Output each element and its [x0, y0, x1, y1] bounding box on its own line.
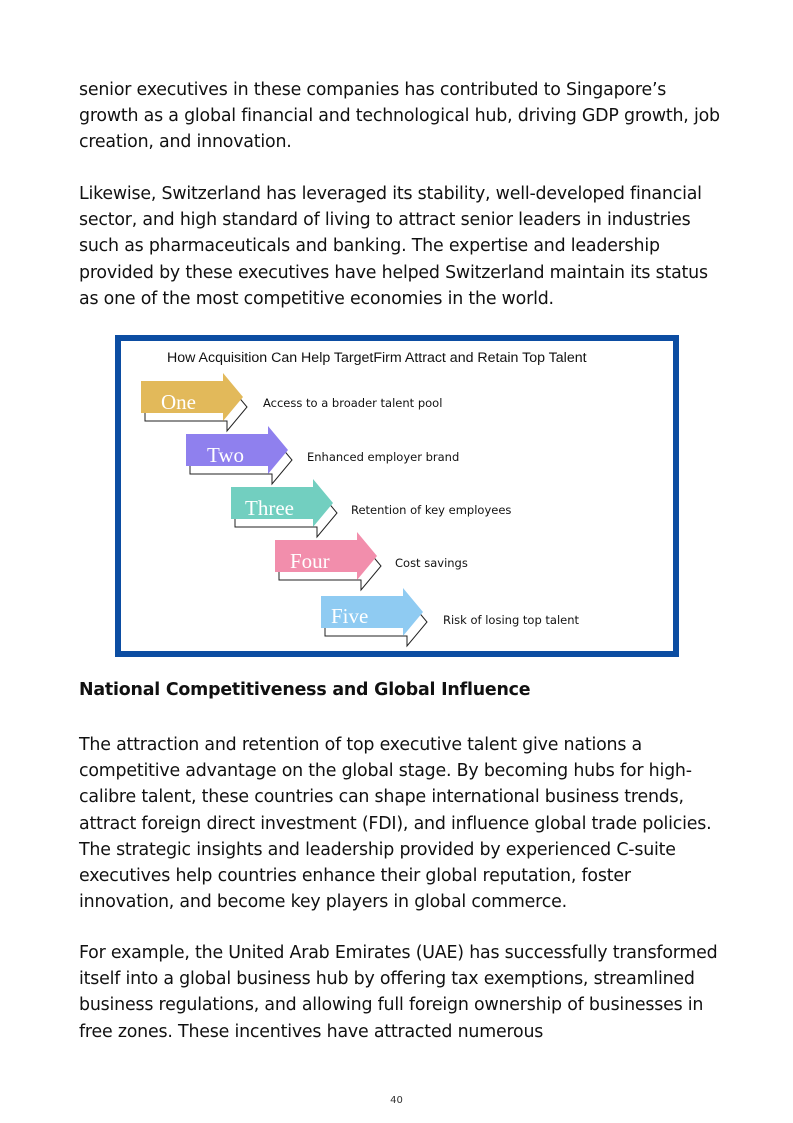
step-one-label: One — [161, 390, 196, 414]
section-heading: National Competitiveness and Global Influence — [79, 680, 531, 700]
step-three-label: Three — [245, 496, 294, 520]
step-two-text: Enhanced employer brand — [307, 450, 460, 464]
body-paragraph-singapore: senior executives in these companies has contributed to Singapore’s growth as a global financial and technological hub, driving GDP growth, job creation, and innovation. — [79, 80, 720, 153]
step-four-label: Four — [290, 549, 330, 573]
step-five-label: Five — [331, 604, 369, 628]
step-one-text: Access to a broader talent pool — [263, 396, 443, 410]
step-three-text: Retention of key employees — [351, 503, 512, 517]
body-paragraph-competitiveness: The attraction and retention of top executive talent give nations a competitive advantage on the global stage. By becoming hubs for high-calibre talent, these countries can shape international business trends, attract foreign direct investment (FDI), and influence global trade policies. The strategic insights and leadership provided by experienced C-suite executives help countries enhance their global reputation, foster innovation, and become key players in global commerce. — [79, 735, 712, 913]
talent-infographic — [115, 335, 679, 657]
step-two-label: Two — [207, 443, 245, 467]
body-paragraph-uae: For example, the United Arab Emirates (UAE) has successfully transformed itself into a global business hub by offering tax exemptions, streamlined business regulations, and allowing full foreign ownership of businesses in free zones. These incentives have attracted numerous — [79, 943, 718, 1042]
step-five-text: Risk of losing top talent — [443, 613, 580, 627]
infographic-title: How Acquisition Can Help TargetFirm Attract and Retain Top Talent — [167, 350, 587, 366]
step-one-arrow-icon — [141, 373, 251, 429]
step-four-text: Cost savings — [395, 556, 468, 570]
body-paragraph-switzerland: Likewise, Switzerland has leveraged its stability, well-developed financial sector, and high standard of living to attract senior leaders in industries such as pharmaceuticals and banking. The expertise and leadership provided by these executives have helped Switzerland maintain its status as one of the most competitive economies in the world. — [79, 184, 708, 309]
page-number: 40 — [390, 1095, 403, 1106]
